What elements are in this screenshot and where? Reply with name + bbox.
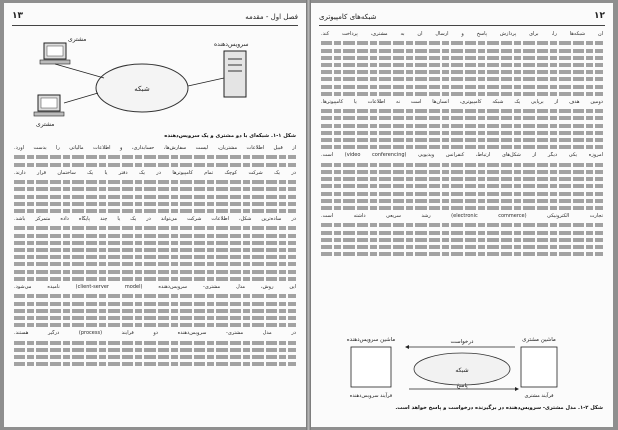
running-title: فصل اول - مقدمه (245, 13, 298, 21)
paragraph-4: این روش، مدل مشتری- سرویس‌دهنده (client-server model) نامیده می‌شود. (14, 283, 296, 290)
paragraph-2: در یک شرکت کوچک تمام کامپیوترها در یک دفتر یا یک ساختمان قرار دارند. (14, 169, 296, 176)
client-machine-label: ماشین مشتری (522, 337, 556, 343)
server-label: سرویس‌دهنده (214, 41, 249, 48)
page-number: ۱۲ (594, 11, 605, 21)
paragraph-3: امروزه یکی دیگر از شکل‌های ارتباط، کنفرانس ویدیویی (video conferencing) است. (321, 152, 603, 159)
reply-label: پاسخ (456, 383, 468, 389)
right-page (311, 3, 613, 427)
network-label: شبکه (455, 367, 469, 374)
server-machine-label: ماشین سرویس‌دهنده (346, 337, 396, 343)
page-number: ۱۳ (12, 11, 23, 21)
client-label-bottom: مشتری (36, 121, 55, 128)
figure-client-server-diagram (325, 333, 599, 401)
paragraph-1: از قبیل اطلاعات مشتریان، لیست سفارش‌ها، حسابداری، و اطلاعات مالیاتی را بدست آورد. (14, 145, 296, 151)
paragraph-4: تجارت الکترونیکی (electronic commerce) رشد سریعی داشته است. (321, 213, 603, 220)
figure-network-diagram (24, 33, 286, 131)
figure-caption: شکل ۲-۱. مدل مشتری- سرویس‌دهنده در برگیرنده درخواست و پاسخ خواهد است. (395, 405, 603, 411)
client-process-label: فرآیند مشتری (524, 393, 554, 399)
paragraph-3: در ساده‌ترین شکل، اطلاعات شرکت می‌تواند در یک یا چند پایگاه داده متمرکز باشد. (14, 216, 296, 223)
left-page-header (12, 11, 298, 26)
left-page (4, 3, 306, 427)
running-title: شبکه‌های کامپیوتری (319, 13, 377, 21)
figure-caption: شکل ۱-۱. شبکه‌ای با دو مشتری و یک سرویس‌دهنده (164, 133, 296, 139)
paragraph-2: دومین هدف از برپایی یک شبکه کامپیوتری، انسان‌ها است نه اطلاعات یا کامپیوترها. (321, 98, 603, 105)
right-body-text (321, 31, 603, 259)
server-process-label: فرآیند سرویس‌دهنده (349, 393, 393, 399)
paragraph-5: در مدل مشتری- سرویس‌دهنده دو فرایند (process) درگیر هستند. (14, 330, 296, 337)
client-label-top: مشتری (68, 36, 87, 43)
left-body-text (14, 145, 296, 369)
request-label: درخواست (450, 339, 474, 345)
paragraph-1: آن شبکه‌ها را، برای پردازش پاسخ و ارسال آن به مشتری، پرداخت کند. (321, 31, 603, 37)
network-label: شبکه (134, 85, 150, 93)
right-page-header (319, 11, 605, 26)
